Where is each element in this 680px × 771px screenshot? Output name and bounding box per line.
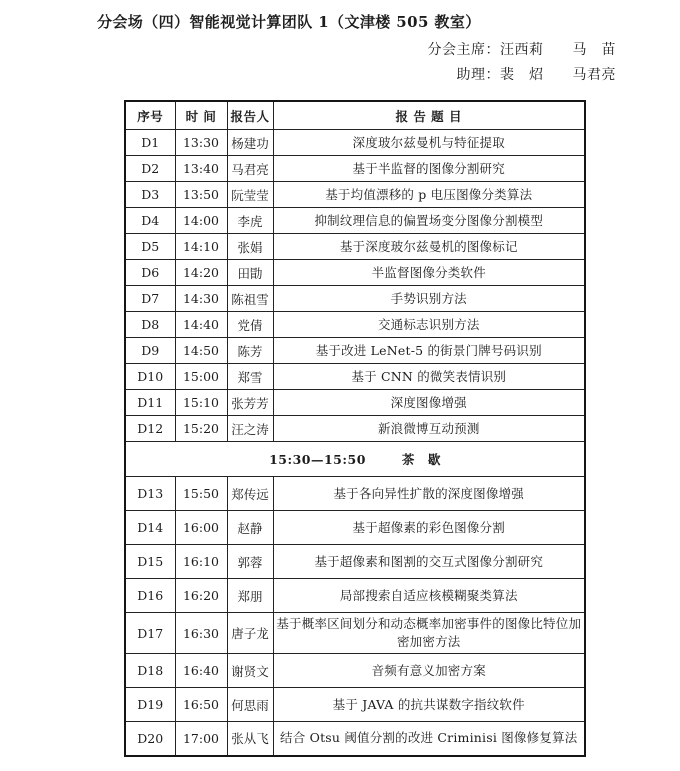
time-cell: 16:10 (175, 545, 227, 579)
schedule-row (125, 579, 585, 613)
speaker-cell: 谢贤文 (227, 654, 273, 688)
speaker-cell: 何思雨 (227, 688, 273, 722)
row-id-cell: D14 (125, 511, 175, 545)
title-cell: 基于超像素的彩色图像分割 (273, 511, 585, 545)
time-cell: 13:40 (175, 156, 227, 182)
time-cell: 16:50 (175, 688, 227, 722)
speaker-cell: 陈祖雪 (227, 286, 273, 312)
title-cell: 基于概率区间划分和动态概率加密事件的图像比特位加密加密方法 (273, 613, 585, 654)
speaker-cell: 李虎 (227, 208, 273, 234)
schedule-row (125, 260, 585, 286)
time-cell: 16:30 (175, 613, 227, 654)
schedule-row (125, 545, 585, 579)
speaker-cell: 杨建功 (227, 130, 273, 156)
schedule-row (125, 511, 585, 545)
time-cell: 16:00 (175, 511, 227, 545)
title-cell: 基于 JAVA 的抗共谋数字指纹软件 (273, 688, 585, 722)
tea-break-cell (125, 442, 585, 477)
title-cell: 新浪微博互动预测 (273, 416, 585, 442)
title-cell: 深度玻尔兹曼机与特征提取 (273, 130, 585, 156)
time-cell: 16:40 (175, 654, 227, 688)
speaker-cell: 郭蓉 (227, 545, 273, 579)
title-cell: 基于 CNN 的微笑表情识别 (273, 364, 585, 390)
title-cell: 结合 Otsu 阈值分割的改进 Criminisi 图像修复算法 (273, 722, 585, 756)
schedule-row (125, 130, 585, 156)
row-id-cell: D3 (125, 182, 175, 208)
schedule-row (125, 688, 585, 722)
row-id-cell: D15 (125, 545, 175, 579)
schedule-row (125, 364, 585, 390)
col-header-time: 时 间 (175, 101, 227, 130)
col-header-id: 序号 (125, 101, 175, 130)
tea-break-time: 15:30—15:50 (269, 452, 366, 467)
tea-break-row (125, 442, 585, 477)
title-cell: 基于半监督的图像分割研究 (273, 156, 585, 182)
schedule-row (125, 416, 585, 442)
table-header-row (125, 101, 585, 130)
title-cell: 基于深度玻尔兹曼机的图像标记 (273, 234, 585, 260)
time-cell: 14:10 (175, 234, 227, 260)
title-cell: 手势识别方法 (273, 286, 585, 312)
title-cell: 半监督图像分类软件 (273, 260, 585, 286)
title-cell: 音频有意义加密方案 (273, 654, 585, 688)
title-cell: 抑制纹理信息的偏置场变分图像分割模型 (273, 208, 585, 234)
row-id-cell: D18 (125, 654, 175, 688)
title-cell: 基于超像素和图割的交互式图像分割研究 (273, 545, 585, 579)
speaker-cell: 郑传远 (227, 477, 273, 511)
speaker-cell: 张芳芳 (227, 390, 273, 416)
title-cell: 深度图像增强 (273, 390, 585, 416)
title-cell: 交通标志识别方法 (273, 312, 585, 338)
time-cell: 16:20 (175, 579, 227, 613)
row-id-cell: D17 (125, 613, 175, 654)
row-id-cell: D20 (125, 722, 175, 756)
speaker-cell: 陈芳 (227, 338, 273, 364)
speaker-cell: 马君亮 (227, 156, 273, 182)
title-cell: 基于均值漂移的 p 电压图像分类算法 (273, 182, 585, 208)
row-id-cell: D11 (125, 390, 175, 416)
speaker-cell: 党倩 (227, 312, 273, 338)
speaker-cell: 郑朋 (227, 579, 273, 613)
schedule-row (125, 182, 585, 208)
row-id-cell: D8 (125, 312, 175, 338)
time-cell: 17:00 (175, 722, 227, 756)
row-id-cell: D7 (125, 286, 175, 312)
speaker-cell: 汪之涛 (227, 416, 273, 442)
title-cell: 基于各向异性扩散的深度图像增强 (273, 477, 585, 511)
row-id-cell: D10 (125, 364, 175, 390)
speaker-cell: 郑雪 (227, 364, 273, 390)
schedule-row (125, 613, 585, 654)
time-cell: 14:20 (175, 260, 227, 286)
row-id-cell: D6 (125, 260, 175, 286)
time-cell: 13:50 (175, 182, 227, 208)
row-id-cell: D2 (125, 156, 175, 182)
page-title: 分会场（四）智能视觉计算团队 1（文津楼 505 教室） (97, 13, 481, 31)
table-body (125, 130, 585, 756)
time-cell: 15:20 (175, 416, 227, 442)
row-id-cell: D4 (125, 208, 175, 234)
row-id-cell: D13 (125, 477, 175, 511)
speaker-cell: 张娟 (227, 234, 273, 260)
session-chair-line: 分会主席：汪西莉 马 苗 (427, 42, 616, 58)
schedule-row (125, 722, 585, 756)
title-cell: 局部搜索自适应核模糊聚类算法 (273, 579, 585, 613)
schedule-row (125, 338, 585, 364)
speaker-cell: 阮莹莹 (227, 182, 273, 208)
time-cell: 15:10 (175, 390, 227, 416)
time-cell: 15:50 (175, 477, 227, 511)
title-cell: 基于改进 LeNet-5 的街景门牌号码识别 (273, 338, 585, 364)
time-cell: 14:30 (175, 286, 227, 312)
schedule-table (124, 100, 586, 757)
schedule-row (125, 208, 585, 234)
row-id-cell: D1 (125, 130, 175, 156)
session-assistant-line: 助理：裴 炤 马君亮 (456, 67, 616, 83)
row-id-cell: D5 (125, 234, 175, 260)
schedule-row (125, 312, 585, 338)
schedule-row (125, 156, 585, 182)
row-id-cell: D9 (125, 338, 175, 364)
time-cell: 14:50 (175, 338, 227, 364)
time-cell: 14:40 (175, 312, 227, 338)
speaker-cell: 田勖 (227, 260, 273, 286)
schedule-row (125, 654, 585, 688)
time-cell: 14:00 (175, 208, 227, 234)
speaker-cell: 唐子龙 (227, 613, 273, 654)
tea-break-label: 茶 歇 (401, 452, 441, 467)
speaker-cell: 赵静 (227, 511, 273, 545)
schedule-row (125, 286, 585, 312)
row-id-cell: D16 (125, 579, 175, 613)
row-id-cell: D12 (125, 416, 175, 442)
time-cell: 15:00 (175, 364, 227, 390)
col-header-speaker: 报告人 (227, 101, 273, 130)
speaker-cell: 张从飞 (227, 722, 273, 756)
schedule-row (125, 390, 585, 416)
schedule-row (125, 234, 585, 260)
col-header-title: 报 告 题 目 (273, 101, 585, 130)
row-id-cell: D19 (125, 688, 175, 722)
time-cell: 13:30 (175, 130, 227, 156)
schedule-row (125, 477, 585, 511)
